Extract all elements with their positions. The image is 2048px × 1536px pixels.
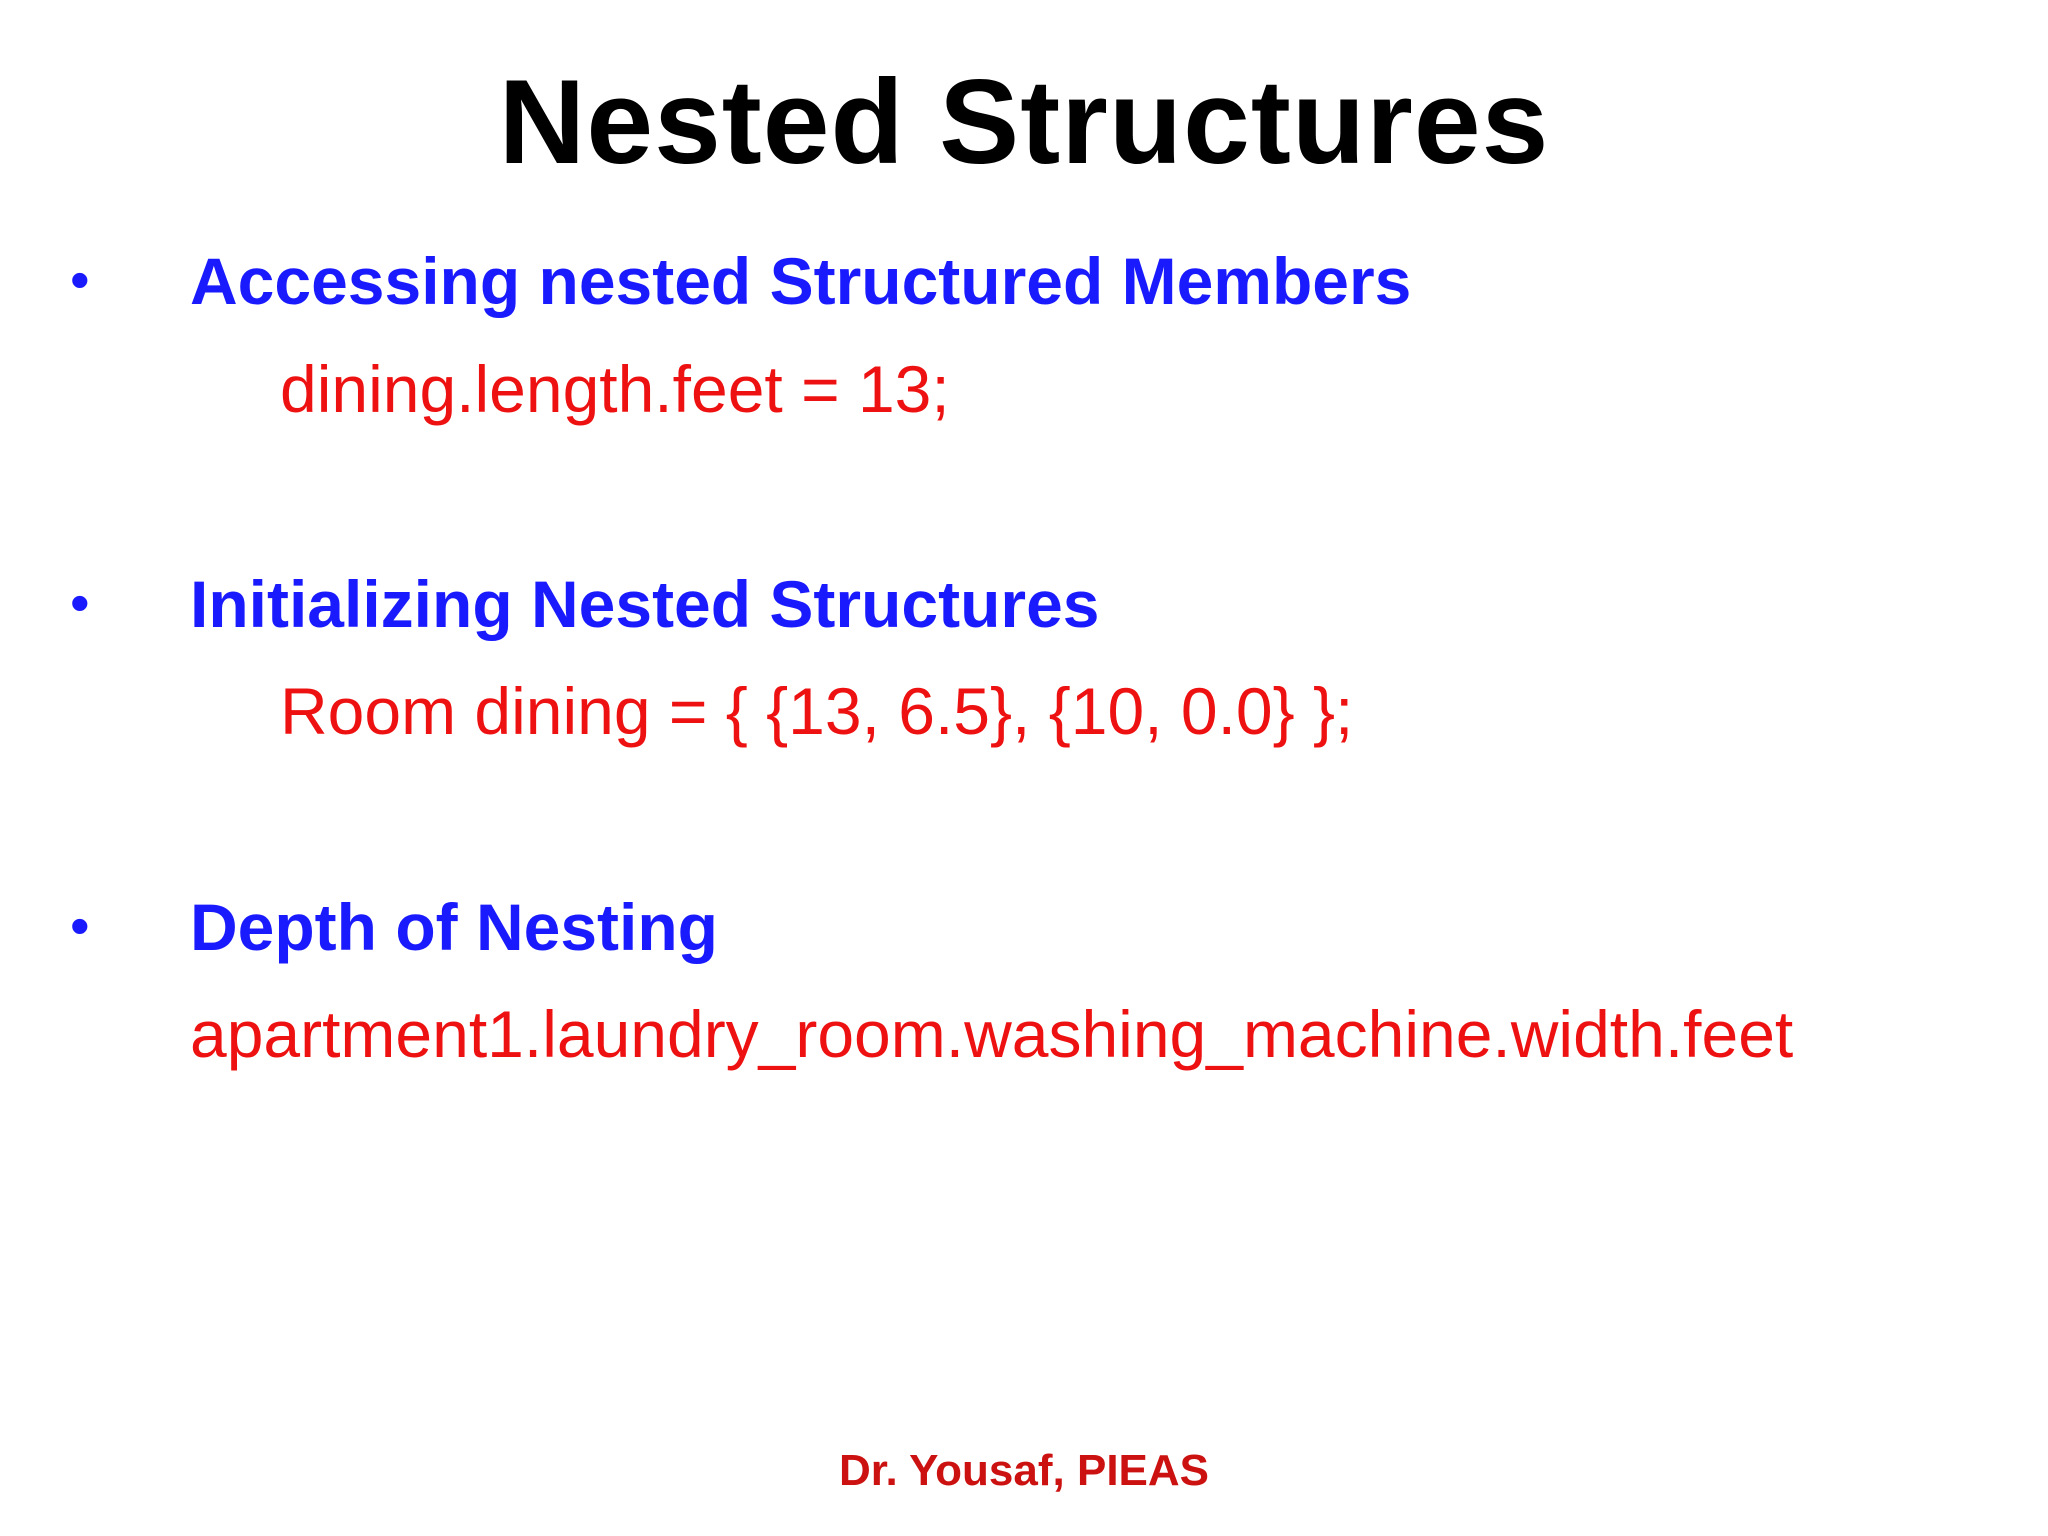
bullet-heading-initializing: Initializing Nested Structures — [190, 567, 1100, 641]
bullet-heading-accessing: Accessing nested Structured Members — [190, 244, 1412, 318]
bullet-icon: • — [70, 571, 90, 634]
bullet-icon: • — [70, 894, 90, 957]
code-line-initializing: Room dining = { {13, 6.5}, {10, 0.0} }; — [280, 674, 1354, 748]
code-line-depth: apartment1.laundry_room.washing_machine.width.feet — [190, 997, 1794, 1071]
slide-title: Nested Structures — [498, 55, 1550, 189]
footer-credit: Dr. Yousaf, PIEAS — [838, 1446, 1210, 1495]
code-line-accessing: dining.length.feet = 13; — [280, 352, 950, 426]
bullet-heading-depth: Depth of Nesting — [190, 890, 718, 964]
bullet-icon: • — [70, 248, 90, 311]
